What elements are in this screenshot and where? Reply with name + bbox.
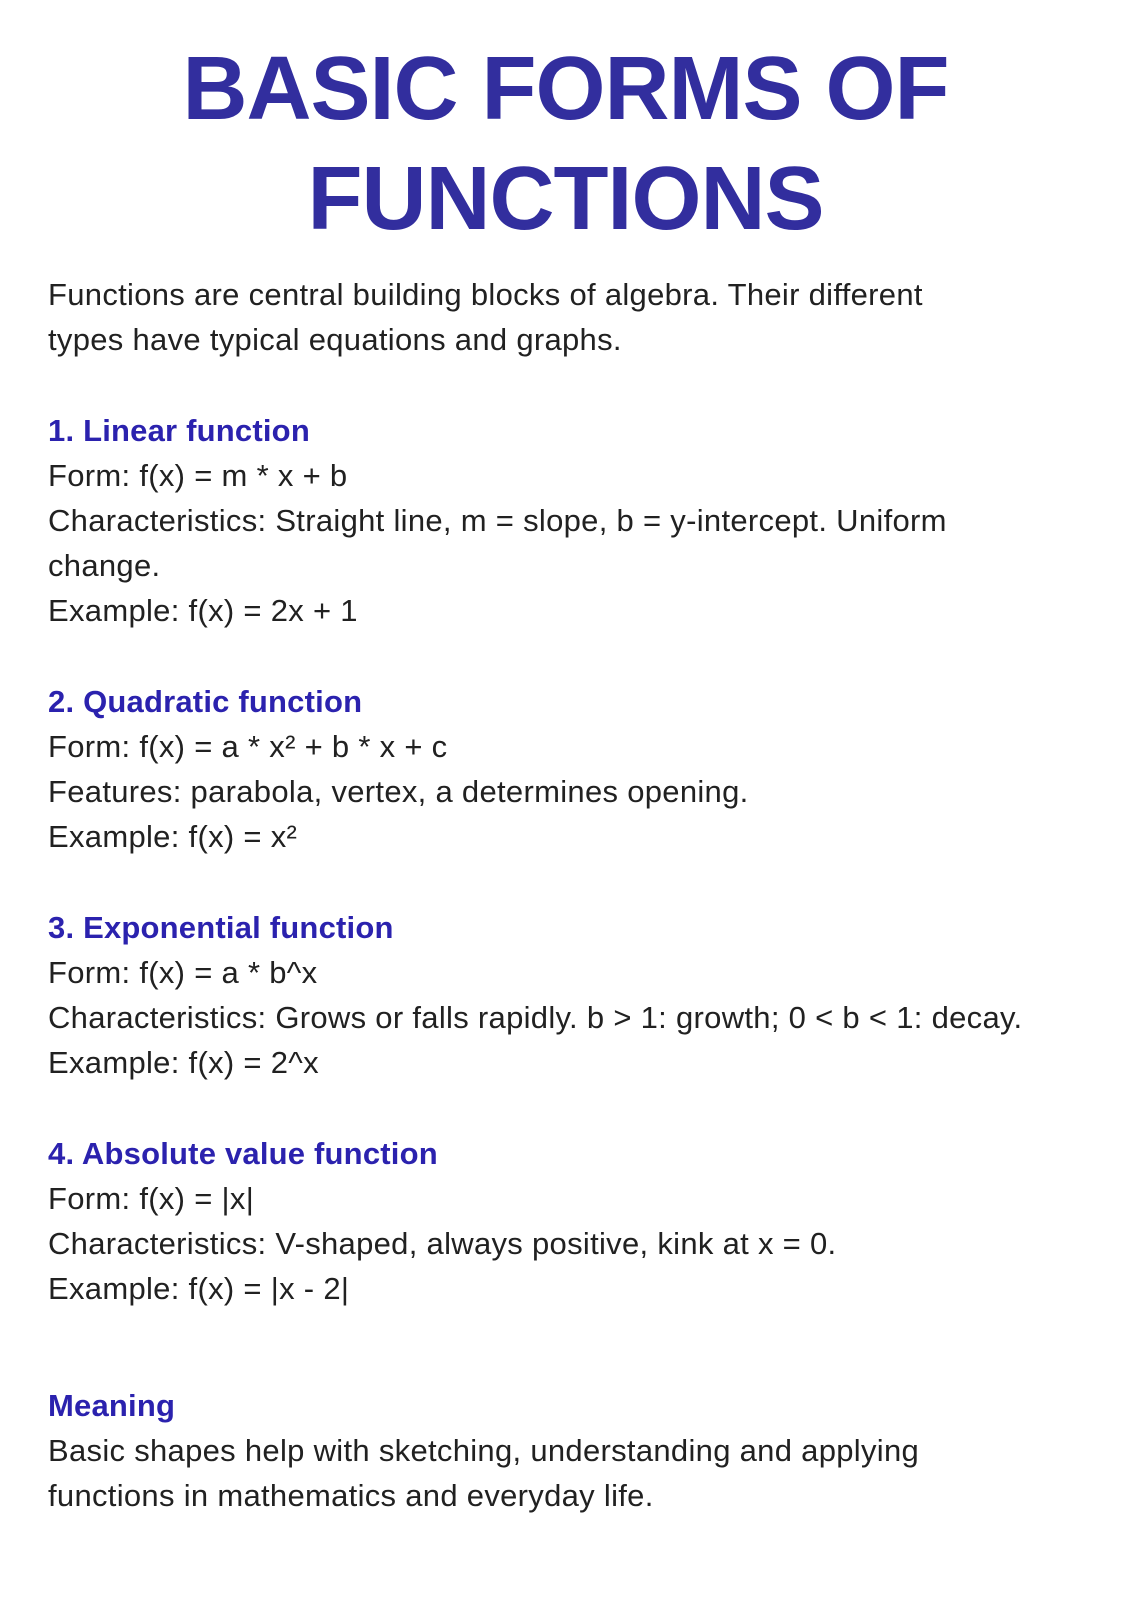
section-heading: Meaning	[48, 1388, 176, 1423]
section-quadratic-function	[48, 679, 1123, 859]
section-line-example: Example: f(x) = x²	[48, 819, 298, 854]
section-meaning	[48, 1383, 1123, 1518]
page-title	[0, 0, 1131, 254]
intro-line: types have typical equations and graphs.	[48, 322, 622, 357]
section-linear-function	[48, 408, 1123, 633]
intro-line: Functions are central building blocks of algebra. Their different	[48, 277, 923, 312]
section-heading: 1. Linear function	[48, 413, 310, 448]
section-line-characteristics: Characteristics: V-shaped, always positive, kink at x = 0.	[48, 1226, 837, 1261]
section-absolute-value-function	[48, 1131, 1123, 1311]
section-line-form: Form: f(x) = m * x + b	[48, 458, 348, 493]
section-line-example: Example: f(x) = 2x + 1	[48, 593, 358, 628]
intro-paragraph	[48, 272, 1123, 362]
section-line-form: Form: f(x) = a * b^x	[48, 955, 318, 990]
meaning-line: functions in mathematics and everyday life.	[48, 1478, 654, 1513]
section-heading: 3. Exponential function	[48, 910, 394, 945]
section-heading: 4. Absolute value function	[48, 1136, 438, 1171]
section-line-characteristics: Characteristics: Grows or falls rapidly. b > 1: growth; 0 < b < 1: decay.	[48, 1000, 1023, 1035]
section-heading: 2. Quadratic function	[48, 684, 363, 719]
page-title-line-1: BASIC FORMS OF	[182, 39, 949, 139]
page-title-line-2: FUNCTIONS	[307, 149, 824, 249]
section-exponential-function	[48, 905, 1123, 1085]
section-line-example: Example: f(x) = |x - 2|	[48, 1271, 350, 1306]
section-line-characteristics: Characteristics: Straight line, m = slope, b = y-intercept. Uniform	[48, 503, 947, 538]
section-line-characteristics-cont: change.	[48, 548, 161, 583]
document-body	[48, 272, 1123, 1518]
section-line-form: Form: f(x) = |x|	[48, 1181, 255, 1216]
section-line-example: Example: f(x) = 2^x	[48, 1045, 319, 1080]
meaning-line: Basic shapes help with sketching, understanding and applying	[48, 1433, 920, 1468]
section-line-form: Form: f(x) = a * x² + b * x + c	[48, 729, 448, 764]
section-line-features: Features: parabola, vertex, a determines opening.	[48, 774, 749, 809]
